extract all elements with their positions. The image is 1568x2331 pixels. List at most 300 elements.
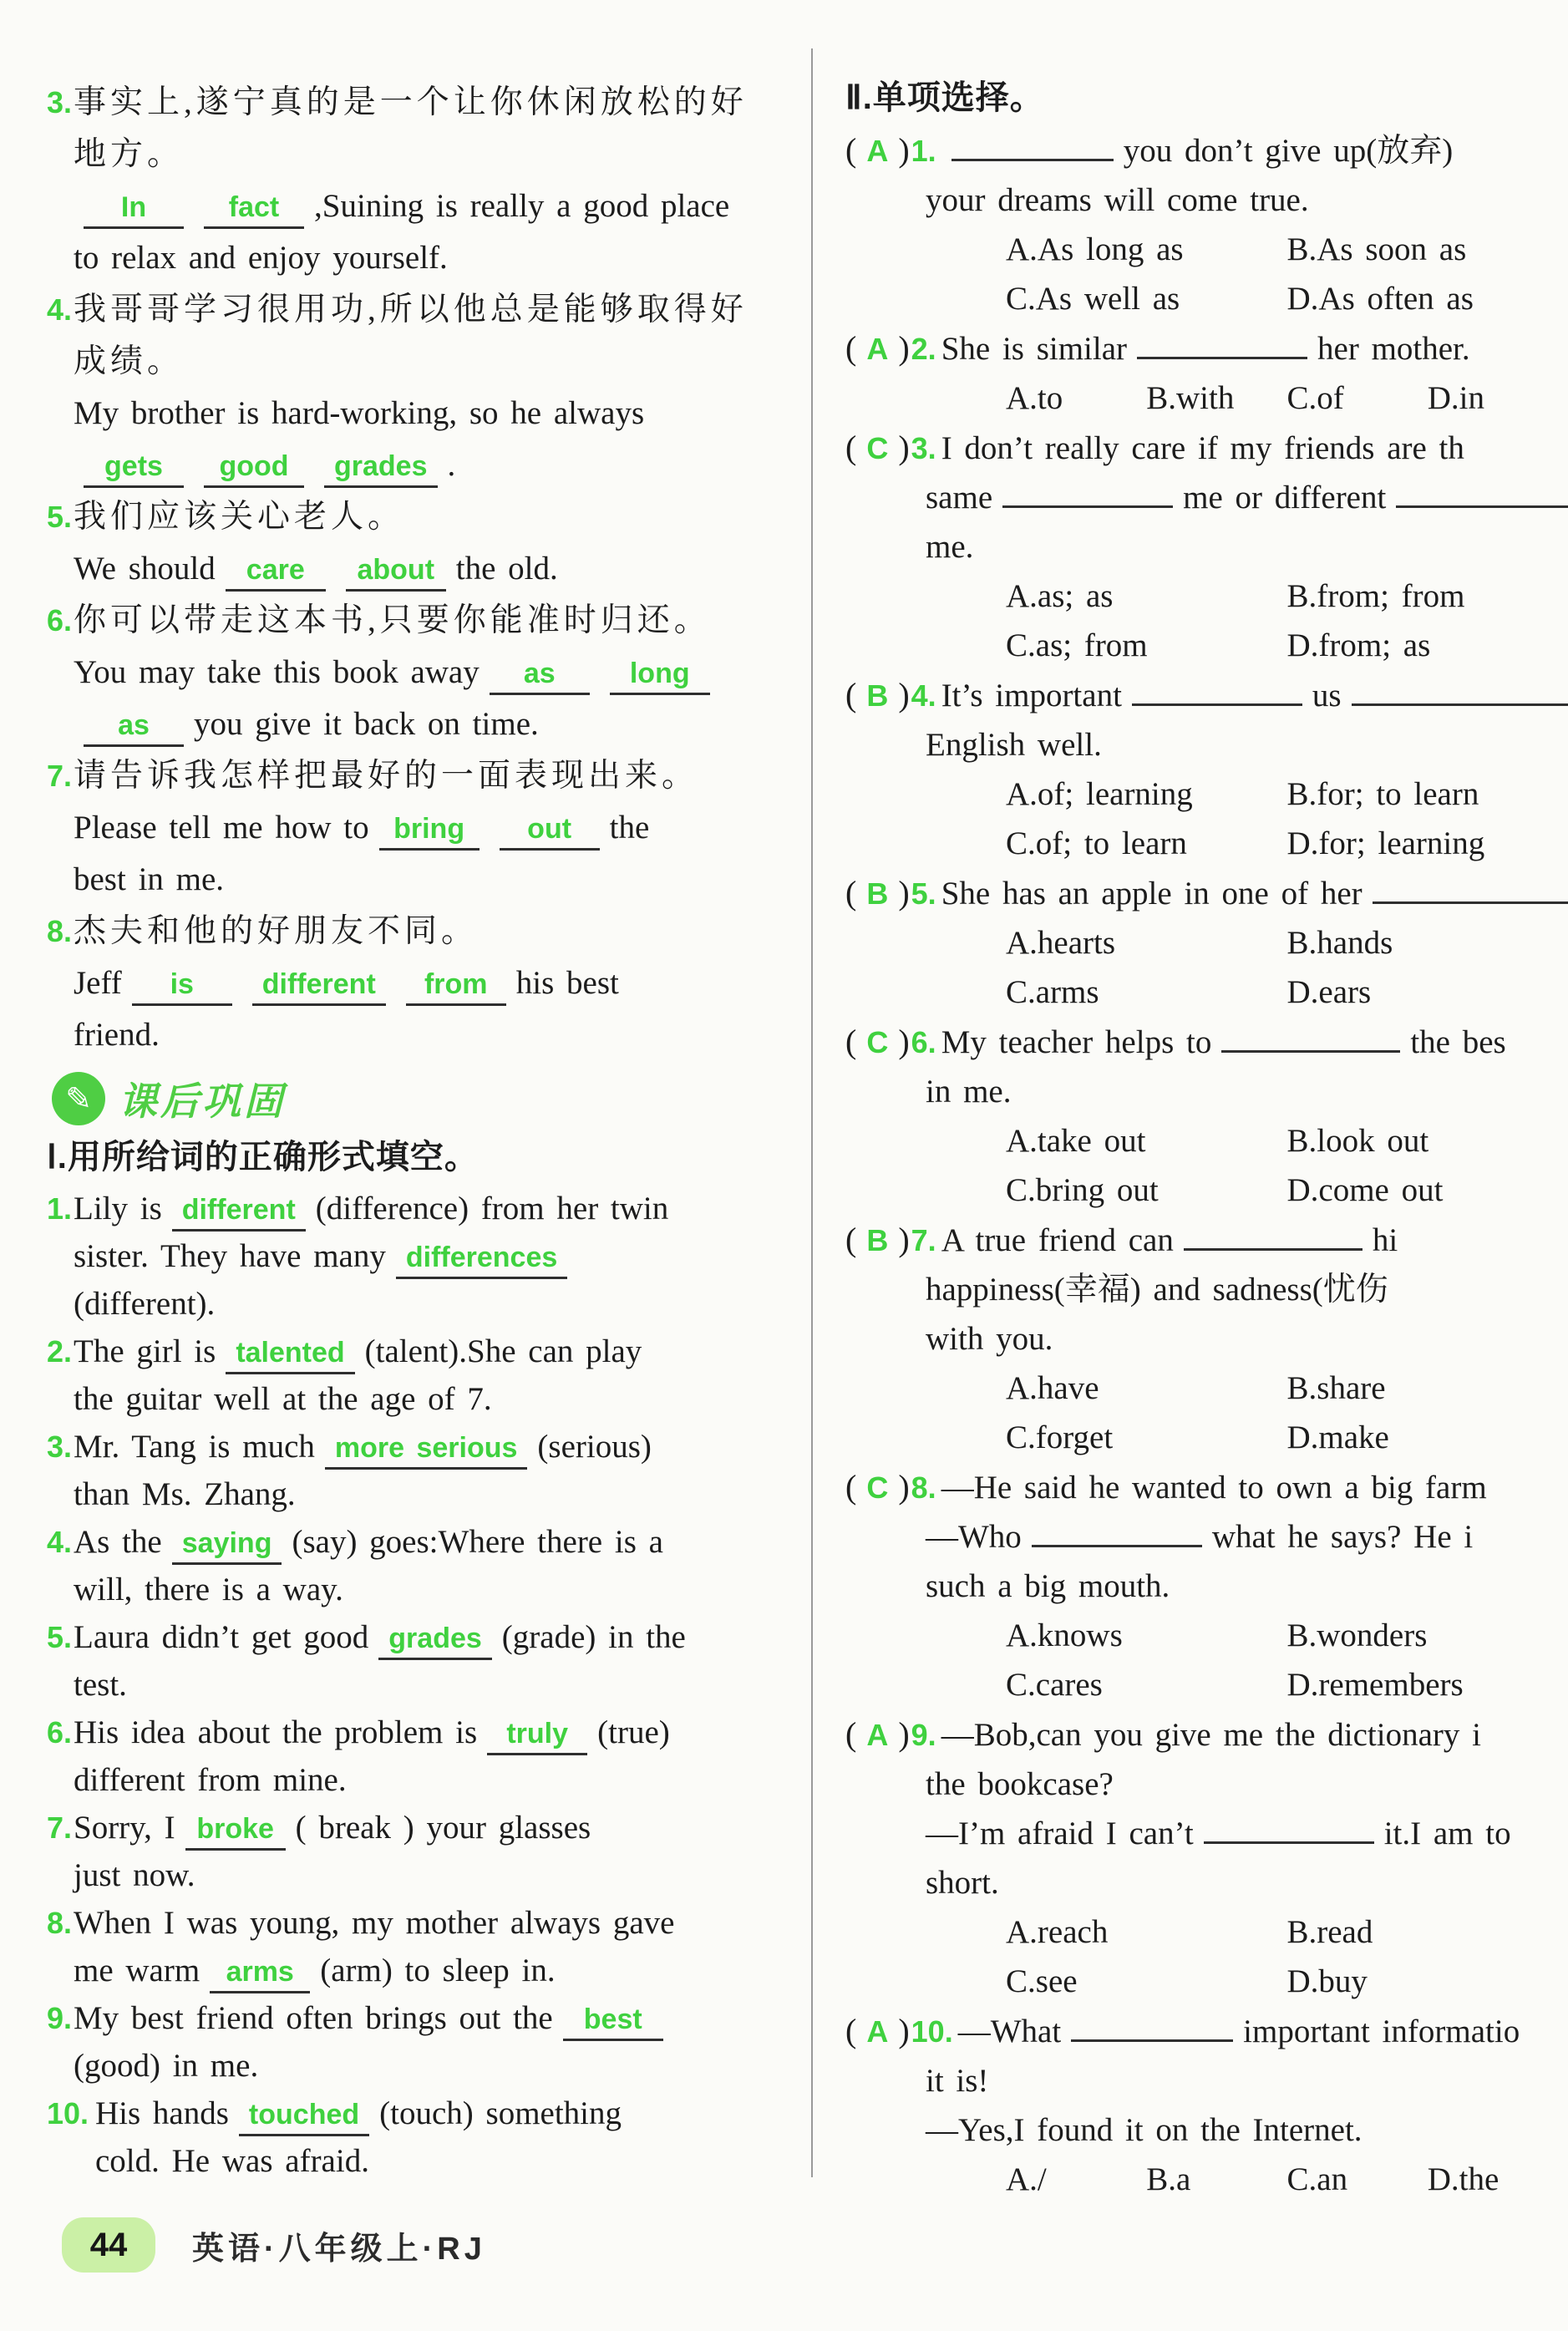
text-line	[926, 1265, 1568, 1314]
text-line	[845, 2006, 1568, 2056]
item-number: 7.	[47, 759, 73, 793]
answer-paren: (	[845, 2012, 857, 2049]
fill-item	[47, 1994, 800, 2090]
text-line	[74, 647, 800, 698]
fill-section-header: Ⅰ.用所给词的正确形式填空。	[47, 1139, 479, 1176]
left-column	[47, 77, 800, 2185]
text-line	[845, 423, 1568, 473]
option: D.ears	[1286, 974, 1372, 1010]
text-run: (good) in me.	[74, 2048, 259, 2084]
option: D.buy	[1286, 1963, 1368, 1999]
option-row	[926, 1611, 1568, 1660]
option: A.of; learning	[1006, 776, 1193, 812]
answer-blank: In	[84, 188, 184, 229]
text-line	[926, 1562, 1568, 1611]
fill-item	[47, 2090, 800, 2185]
text-run: will, there is a way.	[74, 1572, 343, 1607]
answer-letter: C	[866, 431, 889, 465]
text-run: just now.	[74, 1857, 195, 1893]
option-row	[926, 571, 1568, 621]
item-number: 6.	[47, 603, 73, 637]
text-line	[74, 1328, 800, 1375]
answer-blank	[1204, 1841, 1374, 1844]
answer-blank: as	[84, 706, 184, 747]
option-row	[926, 918, 1568, 967]
option: A.hearts	[1006, 925, 1116, 961]
text-run: the bes	[1410, 1024, 1506, 1060]
text-line	[845, 1709, 1568, 1760]
answer-blank	[1221, 1050, 1400, 1053]
text-run: Mr. Tang is much	[74, 1429, 315, 1465]
option-row	[926, 1364, 1568, 1413]
option-row	[926, 967, 1568, 1017]
answer-letter: A	[866, 1718, 889, 1752]
text-run: me warm	[74, 1953, 200, 1988]
text-line	[926, 720, 1568, 769]
text-line	[926, 1858, 1568, 1907]
answer-paren: (	[845, 1715, 857, 1753]
question-number: 5.	[911, 876, 936, 911]
text-line	[74, 1661, 800, 1709]
answer-paren: )	[898, 1715, 910, 1753]
text-run: 地方。	[74, 136, 185, 172]
footer-book-title: 英语·八年级上·RJ	[192, 2231, 486, 2267]
text-run: She is similar	[941, 331, 1128, 367]
answer-paren: (	[845, 676, 857, 714]
text-line	[74, 1185, 800, 1232]
text-line	[74, 595, 800, 647]
option-row	[926, 819, 1568, 868]
text-line	[926, 1314, 1568, 1364]
option: D.in	[1427, 380, 1484, 416]
choice-item	[845, 1215, 1568, 1462]
translate-item	[47, 595, 800, 750]
text-run: (different).	[74, 1286, 216, 1322]
question-number: 2.	[911, 332, 936, 366]
page-footer	[62, 2217, 486, 2273]
item-number: 3.	[47, 85, 73, 119]
option: C.see	[1006, 1963, 1078, 1999]
text-line	[74, 129, 800, 180]
option-row	[926, 1166, 1568, 1215]
item-number: 4.	[47, 292, 73, 327]
option-row	[926, 1413, 1568, 1462]
text-run: it is!	[926, 2063, 989, 2099]
fill-item	[47, 1328, 800, 1423]
text-run: the old.	[455, 551, 558, 587]
text-run: happiness(幸福) and sadness(忧伤	[926, 1272, 1388, 1308]
answer-blank: saying	[172, 1524, 282, 1565]
text-run: Sorry, I	[74, 1810, 175, 1846]
text-run: (difference) from her twin	[315, 1191, 669, 1226]
answer-blank	[1373, 901, 1568, 904]
option: D.the	[1427, 2161, 1499, 2197]
text-run: his best	[515, 965, 619, 1001]
option-row	[926, 1957, 1568, 2006]
text-run: My brother is hard-working, so he always	[74, 395, 645, 431]
text-line	[74, 957, 800, 1009]
text-run: short.	[926, 1865, 999, 1901]
answer-blank	[1071, 2039, 1233, 2042]
text-line	[926, 1760, 1568, 1809]
option: A.knows	[1006, 1617, 1123, 1653]
text-line	[95, 2090, 800, 2137]
text-run: We should	[74, 551, 216, 587]
text-run: —Yes,I found it on the Internet.	[926, 2112, 1362, 2148]
text-run: me.	[926, 529, 974, 565]
item-number: 4.	[47, 1525, 73, 1559]
text-run: His hands	[95, 2095, 229, 2131]
option: B.wonders	[1286, 1617, 1428, 1653]
answer-paren: )	[898, 1023, 910, 1060]
answer-blank: differences	[396, 1238, 567, 1279]
text-run: such a big mouth.	[926, 1568, 1170, 1604]
text-run: different from mine.	[74, 1762, 347, 1798]
text-run: 你可以带走这本书,只要你能准时归还。	[74, 602, 711, 638]
item-number: 5.	[47, 500, 73, 534]
text-run: (arm) to sleep in.	[320, 1953, 556, 1988]
option-row	[926, 1116, 1568, 1166]
option: A.reach	[1006, 1914, 1109, 1950]
text-run: My teacher helps to	[941, 1024, 1212, 1060]
text-line	[74, 1009, 800, 1061]
text-line	[926, 1512, 1568, 1562]
text-line	[74, 491, 800, 543]
text-line	[74, 1518, 800, 1566]
text-line	[74, 439, 800, 491]
text-run: —He said he wanted to own a big farm	[941, 1470, 1487, 1506]
text-line	[74, 1280, 800, 1328]
answer-letter: A	[866, 134, 889, 168]
text-run: cold. He was afraid.	[95, 2143, 369, 2179]
answer-blank: grades	[324, 447, 438, 488]
answer-paren: )	[898, 329, 910, 367]
option: A.take out	[1006, 1123, 1146, 1159]
answer-blank	[1137, 357, 1307, 359]
text-line	[74, 1709, 800, 1756]
option: A.as; as	[1006, 578, 1114, 614]
text-line	[926, 175, 1568, 225]
option: C.As well as	[1006, 281, 1180, 317]
text-line	[74, 1232, 800, 1280]
choice-item	[845, 2006, 1568, 2204]
text-run: 杰夫和他的好朋友不同。	[74, 913, 479, 949]
answer-blank: from	[406, 965, 506, 1006]
answer-paren: (	[845, 1468, 857, 1506]
option-row	[926, 769, 1568, 819]
text-run: Please tell me how to	[74, 810, 369, 846]
answer-letter: C	[866, 1025, 889, 1059]
text-run: Jeff	[74, 965, 122, 1001]
option: B.for; to learn	[1286, 776, 1479, 812]
text-line	[74, 1947, 800, 1994]
text-run: English well.	[926, 727, 1102, 763]
text-run: .	[447, 447, 456, 483]
text-run: —I’m afraid I can’t	[926, 1816, 1194, 1851]
choice-item	[845, 125, 1568, 323]
text-run: me or different	[1183, 480, 1387, 515]
text-run: A true friend can	[941, 1222, 1174, 1258]
text-run: (grade) in the	[501, 1619, 686, 1655]
text-run: sister. They have many	[74, 1238, 386, 1274]
question-number: 10.	[911, 2014, 953, 2049]
answer-paren: )	[898, 1221, 910, 1258]
option: B.a	[1146, 2161, 1191, 2197]
text-line	[74, 1804, 800, 1851]
text-run: friend.	[74, 1017, 160, 1053]
text-line	[926, 1809, 1568, 1858]
text-run: The girl is	[74, 1333, 216, 1369]
text-run: same	[926, 480, 993, 515]
option: D.from; as	[1286, 627, 1431, 663]
answer-paren: (	[845, 874, 857, 912]
question-number: 1.	[911, 134, 936, 168]
text-line	[74, 1994, 800, 2042]
text-line	[74, 1375, 800, 1423]
answer-letter: B	[866, 876, 889, 911]
item-number: 8.	[47, 914, 73, 948]
text-line	[74, 1756, 800, 1804]
answer-blank: different	[252, 965, 386, 1006]
item-number: 5.	[47, 1620, 73, 1654]
text-line	[74, 1423, 800, 1470]
answer-paren: (	[845, 429, 857, 466]
answer-blank: fact	[204, 188, 304, 229]
question-number: 7.	[911, 1223, 936, 1257]
answer-blank: gets	[84, 447, 184, 488]
text-run: My best friend often brings out the	[74, 2000, 553, 2036]
text-run: to relax and enjoy yourself.	[74, 240, 448, 276]
column-divider	[811, 48, 813, 2177]
text-run: with you.	[926, 1321, 1053, 1357]
answer-letter: A	[866, 332, 889, 366]
option: A.As long as	[1006, 231, 1184, 267]
option-row	[926, 2155, 1568, 2204]
question-number: 4.	[911, 678, 936, 713]
option: B.hands	[1286, 925, 1393, 961]
answer-paren: )	[898, 2012, 910, 2049]
text-line	[74, 77, 800, 129]
text-line	[95, 2137, 800, 2185]
text-line	[74, 388, 800, 439]
text-line	[926, 2056, 1568, 2105]
text-run: than Ms. Zhang.	[74, 1476, 296, 1512]
question-number: 9.	[911, 1718, 936, 1752]
fill-item	[47, 1185, 800, 1328]
answer-blank: more serious	[325, 1429, 528, 1470]
option-row	[926, 1660, 1568, 1709]
text-run: —Who	[926, 1519, 1022, 1555]
text-line	[74, 1899, 800, 1947]
right-column	[845, 74, 1568, 2212]
text-run: important informatio	[1243, 2014, 1520, 2049]
text-line	[926, 473, 1568, 522]
answer-blank: truly	[487, 1714, 587, 1755]
fill-item	[47, 1804, 800, 1899]
text-line	[74, 2042, 800, 2090]
text-run: She has an apple in one of her	[941, 876, 1362, 912]
translate-item	[47, 77, 800, 284]
text-run: —What	[957, 2014, 1062, 2049]
option: C.bring out	[1006, 1172, 1159, 1208]
answer-paren: )	[898, 1468, 910, 1506]
option: B.with	[1146, 380, 1235, 416]
text-line	[74, 180, 800, 232]
text-run: (talent).She can play	[364, 1333, 642, 1369]
choice-section-header: Ⅱ.单项选择。	[845, 79, 1044, 116]
fill-item	[47, 1613, 800, 1709]
section-logo-title: 课后巩固	[119, 1079, 286, 1123]
fill-exercise-list	[47, 1185, 800, 2185]
text-run: her mother.	[1317, 331, 1470, 367]
text-line	[74, 1566, 800, 1613]
answer-blank: is	[132, 965, 232, 1006]
answer-paren: (	[845, 1023, 857, 1060]
option-row	[926, 225, 1568, 274]
option: A./	[1006, 2161, 1047, 2197]
text-run: As the	[74, 1524, 162, 1560]
item-number: 7.	[47, 1810, 73, 1845]
translate-item	[47, 491, 800, 595]
fill-item	[47, 1899, 800, 1994]
answer-blank	[1002, 505, 1173, 508]
option-row	[926, 274, 1568, 323]
choice-item	[845, 423, 1568, 670]
option-row	[926, 373, 1568, 423]
text-run: You may take this book away	[74, 654, 480, 690]
answer-blank	[1396, 505, 1568, 508]
text-line	[926, 2105, 1568, 2155]
text-run: Laura didn’t get good	[74, 1619, 369, 1655]
item-number: 10.	[47, 2096, 89, 2130]
text-line	[74, 750, 800, 802]
text-line	[926, 522, 1568, 571]
text-run: best in me.	[74, 861, 225, 897]
text-line	[74, 854, 800, 906]
answer-blank	[1032, 1545, 1202, 1547]
text-line	[845, 868, 1568, 918]
text-run: ( break ) your glasses	[295, 1810, 591, 1846]
answer-blank: bring	[379, 810, 480, 851]
text-run: in me.	[926, 1074, 1012, 1110]
text-run: 我哥哥学习很用功,所以他总是能够取得好	[74, 292, 748, 328]
text-line	[74, 1470, 800, 1518]
text-run: the guitar well at the age of 7.	[74, 1381, 492, 1417]
answer-blank: arms	[210, 1953, 310, 1993]
choice-item	[845, 1017, 1568, 1215]
question-number: 8.	[911, 1470, 936, 1505]
answer-blank: best	[563, 2000, 663, 2041]
answer-blank	[951, 159, 1114, 161]
item-number: 6.	[47, 1715, 73, 1750]
translate-item	[47, 906, 800, 1061]
text-run: test.	[74, 1667, 127, 1703]
answer-blank: as	[490, 654, 590, 695]
text-run: 事实上,遂宁真的是一个让你休闲放松的好	[74, 84, 748, 120]
text-line	[845, 1462, 1568, 1512]
answer-blank: broke	[185, 1810, 286, 1851]
answer-paren: )	[898, 676, 910, 714]
text-run: hi	[1372, 1222, 1398, 1258]
item-number: 1.	[47, 1191, 73, 1226]
answer-paren: (	[845, 131, 857, 169]
option: C.as; from	[1006, 627, 1148, 663]
translate-exercise-list	[47, 77, 800, 1061]
text-run: His idea about the problem is	[74, 1714, 478, 1750]
text-run: (say) goes:Where there is a	[292, 1524, 663, 1560]
option: A.have	[1006, 1370, 1099, 1406]
question-number: 3.	[911, 431, 936, 465]
option: D.As often as	[1286, 281, 1474, 317]
page-number-badge: 44	[62, 2217, 155, 2273]
option: C.forget	[1006, 1419, 1114, 1455]
option: C.an	[1286, 2161, 1348, 2197]
fill-item	[47, 1423, 800, 1518]
text-line	[74, 1851, 800, 1899]
multiple-choice-list	[845, 125, 1568, 2204]
answer-blank: long	[610, 654, 710, 695]
item-number: 2.	[47, 1334, 73, 1369]
answer-blank	[1132, 703, 1302, 706]
answer-blank: grades	[378, 1619, 492, 1660]
text-line	[74, 802, 800, 854]
section-logo	[52, 1071, 800, 1126]
option-row	[926, 621, 1568, 670]
option: D.for; learning	[1286, 825, 1485, 861]
answer-paren: )	[898, 429, 910, 466]
answer-letter: B	[866, 1223, 889, 1257]
text-line	[74, 906, 800, 957]
option: A.to	[1006, 380, 1063, 416]
text-line	[74, 232, 800, 284]
text-run: the	[609, 810, 650, 846]
text-line	[74, 1613, 800, 1661]
fill-item	[47, 1518, 800, 1613]
text-line	[845, 1215, 1568, 1265]
answer-paren: (	[845, 1221, 857, 1258]
answer-blank: out	[500, 810, 600, 851]
text-run: you give it back on time.	[194, 706, 539, 742]
translate-item	[47, 750, 800, 906]
text-line	[74, 284, 800, 336]
answer-blank	[1184, 1248, 1362, 1251]
answer-paren: (	[845, 329, 857, 367]
option: D.remembers	[1286, 1667, 1464, 1703]
text-run: the bookcase?	[926, 1766, 1114, 1802]
choice-item	[845, 868, 1568, 1017]
text-run: —Bob,can you give me the dictionary i	[941, 1717, 1481, 1753]
text-run: (touch) something	[379, 2095, 622, 2131]
text-run: 我们应该关心老人。	[74, 499, 405, 535]
item-number: 9.	[47, 2001, 73, 2035]
text-line	[845, 323, 1568, 373]
text-line	[74, 543, 800, 595]
text-line	[845, 670, 1568, 720]
option: B.As soon as	[1286, 231, 1467, 267]
text-run: When I was young, my mother always gave	[74, 1905, 675, 1941]
option: C.of	[1286, 380, 1344, 416]
option-row	[926, 1907, 1568, 1957]
answer-paren: )	[898, 131, 910, 169]
text-run: (true)	[597, 1714, 670, 1750]
answer-letter: B	[866, 678, 889, 713]
choice-item	[845, 1462, 1568, 1709]
answer-paren: )	[898, 874, 910, 912]
answer-blank	[1352, 703, 1568, 706]
option: D.come out	[1286, 1172, 1444, 1208]
text-run: us	[1312, 678, 1342, 714]
text-run: you don’t give up(放弃)	[1123, 133, 1454, 169]
